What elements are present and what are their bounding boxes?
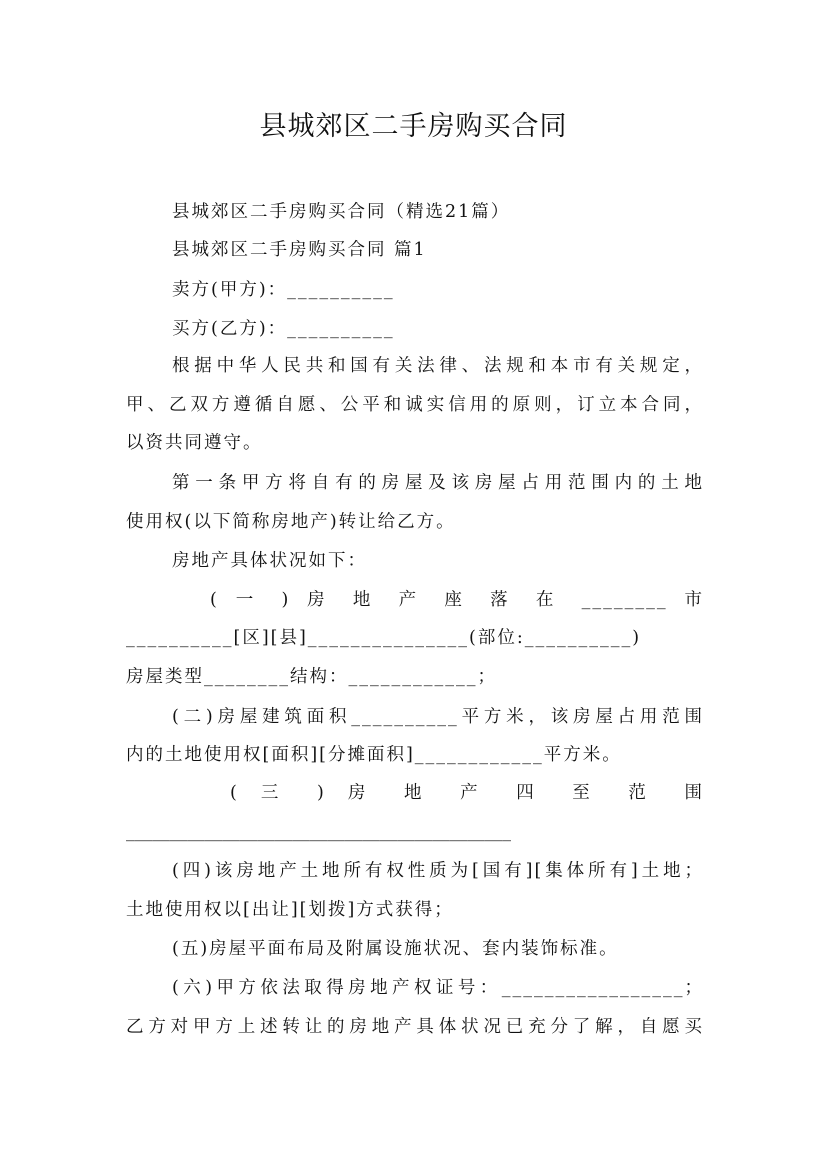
clause-line: 内的土地使用权[面积][分摊面积]____________平方米。 (126, 745, 622, 765)
clause-line: __________[区][县]_______________(部位:__________) (126, 628, 642, 648)
clause-line: (四)该房地产土地所有权性质为[国有][集体所有]土地； (172, 861, 704, 881)
article-line: 第一条甲方将自有的房屋及该房屋占用范围内的土地 (172, 473, 704, 493)
paragraph-line: 乙方对甲方上述转让的房地产具体状况已充分了解，自愿买 (126, 1017, 704, 1037)
paragraph-line: 甲、乙双方遵循自愿、公平和诚实信用的原则，订立本合同， (126, 395, 704, 415)
clause-line: (五)房屋平面布局及附属设施状况、套内装饰标准。 (172, 939, 619, 959)
section-heading: 县城郊区二手房购买合同 篇1 (172, 240, 427, 260)
clause-line: (二)房屋建筑面积__________平方米，该房屋占用范围 (172, 707, 704, 727)
subtitle-line: 县城郊区二手房购买合同（精选21篇） (172, 202, 511, 222)
paragraph-line: 以资共同遵守。 (126, 433, 263, 453)
clause-line: ( 一 ) 房 地 产 座 落 在 ________ 市 (210, 590, 704, 610)
seller-line: 卖方(甲方)：__________ (172, 280, 395, 300)
clause-line: 房屋类型________结构：____________； (126, 667, 497, 687)
article-line: 使用权(以下简称房地产)转让给乙方。 (126, 512, 456, 532)
paragraph-line: 房地产具体状况如下： (172, 551, 367, 571)
blank-line: ____________________________________________ (126, 822, 511, 842)
clause-line: ( 三 ) 房 地 产 四 至 范 围 (230, 783, 704, 803)
buyer-line: 买方(乙方)：__________ (172, 319, 395, 339)
clause-line: (六)甲方依法取得房地产权证号：_________________； (172, 978, 704, 998)
clause-line: 土地使用权以[出让][划拨]方式获得； (126, 900, 454, 920)
paragraph-line: 根据中华人民共和国有关法律、法规和本市有关规定， (172, 356, 704, 376)
document-title: 县城郊区二手房购买合同 (259, 111, 568, 142)
